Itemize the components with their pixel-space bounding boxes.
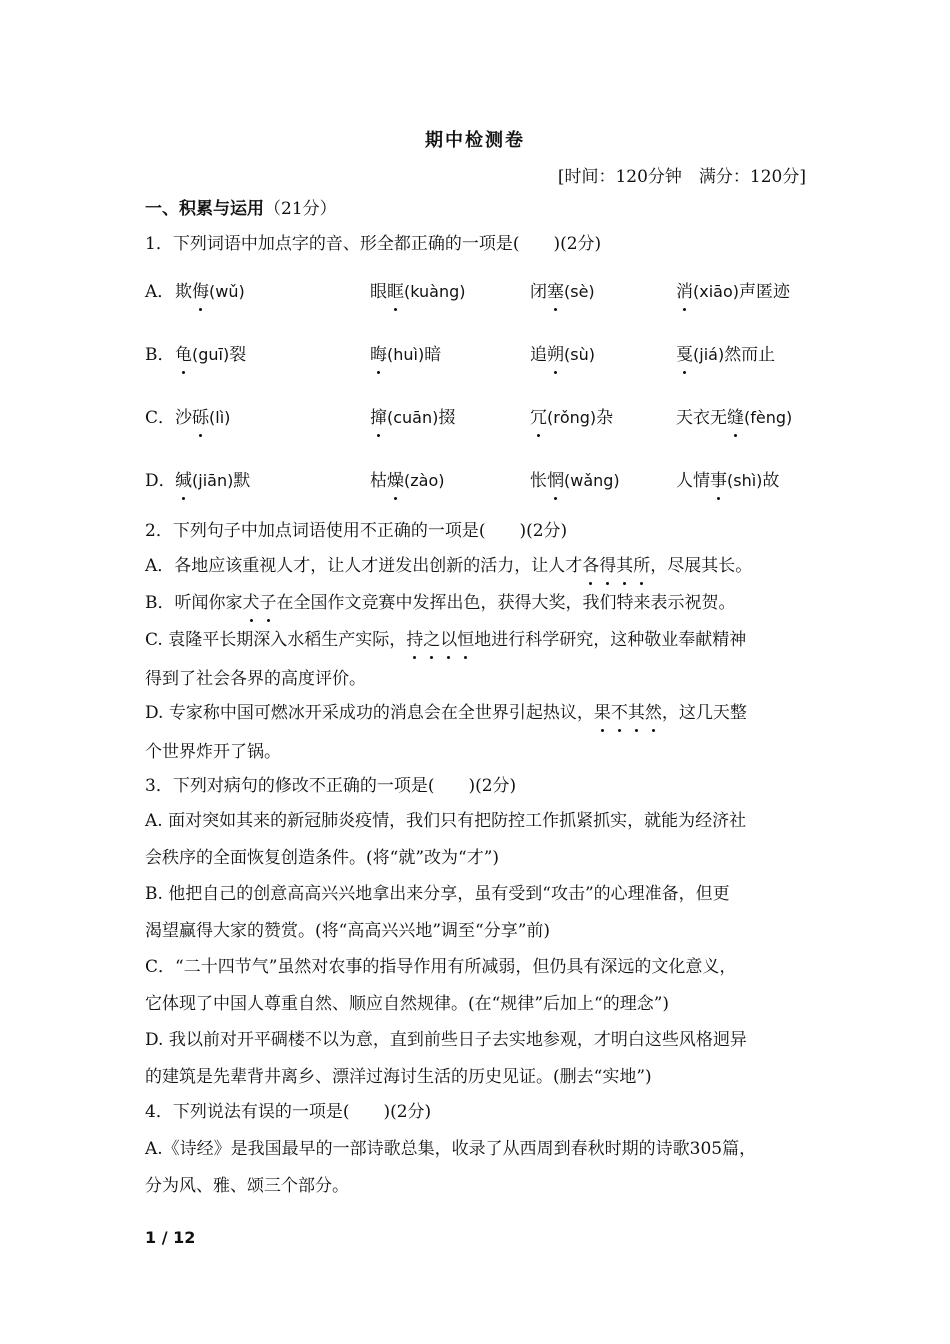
- emphasis-char: 然: [644, 703, 662, 723]
- question-2-option-d: [145, 701, 810, 725]
- option-word: [370, 343, 441, 367]
- word-text: 暗: [424, 345, 442, 365]
- emphasis-char: 龟: [175, 345, 192, 365]
- option-letter: D．: [145, 471, 176, 491]
- emphasis-char: 眶: [387, 282, 404, 302]
- option-word: [370, 469, 444, 493]
- sentence-text: ，这几天整: [661, 703, 747, 723]
- question-4-line: A.《诗经》是我国最早的一部诗歌总集，收录了从西周到春秋时期的诗歌305篇，: [145, 1139, 757, 1159]
- sentence-text: A．各地应该重视人才，让人才迸发出创新的活力，让人才: [145, 556, 583, 576]
- pinyin: (jiá): [693, 345, 725, 364]
- emphasis-char: 缝: [727, 408, 744, 428]
- pinyin: (sù): [564, 345, 595, 364]
- emphasis-char: 持: [406, 630, 424, 650]
- pinyin: (lì): [209, 408, 231, 427]
- word-text: 故: [762, 471, 780, 491]
- emphasis-char: 果: [593, 703, 611, 723]
- option-word: [370, 406, 455, 430]
- emphasis-char: 冗: [530, 408, 547, 428]
- option-word: [676, 406, 792, 430]
- word-text: 欺: [175, 282, 192, 302]
- page-title: 期中检测卷: [425, 130, 525, 151]
- emphasis-char: 戛: [676, 345, 693, 365]
- sentence-text: B．听闻你家: [145, 593, 243, 613]
- emphasis-char: 以: [440, 630, 458, 650]
- emphasis-char: 之: [423, 630, 441, 650]
- option-word: [175, 469, 250, 493]
- pinyin: (shì): [727, 471, 763, 490]
- emphasis-char: 其: [616, 556, 634, 576]
- emphasis-char: 恒: [457, 630, 475, 650]
- pinyin: (guī): [192, 345, 230, 364]
- question-2-option-c: [145, 628, 810, 652]
- question-2-option-a: [145, 554, 810, 578]
- emphasis-char: 犬: [242, 593, 260, 613]
- word-text: 杂: [596, 408, 614, 428]
- option-word: [370, 280, 466, 304]
- option-word: [175, 406, 230, 430]
- question-3-stem: 3．下列对病句的修改不正确的一项是( )(2分): [145, 776, 517, 796]
- word-text: 声匿迹: [739, 282, 790, 302]
- pinyin: (fèng): [744, 408, 793, 427]
- sentence-text: 在全国作文竞赛中发挥出色，获得大奖，我们特来表示祝贺。: [276, 593, 736, 613]
- word-text: 沙: [175, 408, 192, 428]
- emphasis-char: 其: [627, 703, 645, 723]
- question-3-line: 会秩序的全面恢复创造条件。(将“就”改为“才”): [145, 848, 500, 868]
- question-3-line: 它体现了中国人尊重自然、顺应自然规律。(在“规律”后加上“的理念”): [145, 994, 670, 1014]
- question-3-line: C．“二十四节气”虽然对农事的指导作用有所减弱，但仍具有深远的文化意义，: [145, 957, 737, 977]
- word-text: 天衣无: [676, 408, 727, 428]
- page-number: 1 / 12: [145, 1228, 196, 1247]
- pinyin: (kuàng): [404, 282, 466, 301]
- word-text: 枯: [370, 471, 387, 491]
- question-3-line: 的建筑是先辈背井离乡、漂洋过海讨生活的历史见证。(删去“实地”): [145, 1067, 652, 1087]
- option-word: [530, 280, 595, 304]
- pinyin: (cuān): [387, 408, 439, 427]
- option-letter: C．: [145, 408, 176, 428]
- option-word: [530, 406, 613, 430]
- pinyin: (xiāo): [693, 282, 739, 301]
- question-4-stem: 4．下列说法有误的一项是( )(2分): [145, 1102, 432, 1122]
- option-word: [676, 280, 790, 304]
- option-word: [530, 469, 620, 493]
- word-text: 怅: [530, 471, 547, 491]
- sentence-text: ，尽展其长。: [650, 556, 753, 576]
- emphasis-char: 所: [633, 556, 651, 576]
- option-word: [530, 343, 595, 367]
- word-text: 闭: [530, 282, 547, 302]
- option-letter: B．: [145, 345, 175, 365]
- word-text: 裂: [229, 345, 247, 365]
- emphasis-char: 侮: [192, 282, 209, 302]
- pinyin: (wǔ): [209, 282, 245, 301]
- emphasis-char: 各: [582, 556, 600, 576]
- emphasis-char: 撺: [370, 408, 387, 428]
- sentence-text: 地进行科学研究，这种敬业奉献精神: [474, 630, 747, 650]
- emphasis-char: 缄: [175, 471, 192, 491]
- option-letter: A．: [145, 282, 175, 302]
- question-2-stem: 2．下列句子中加点词语使用不正确的一项是( )(2分): [145, 521, 568, 541]
- emphasis-char: 晦: [370, 345, 387, 365]
- option-word: [175, 280, 245, 304]
- word-text: 人情: [676, 471, 710, 491]
- word-text: 掇: [438, 408, 456, 428]
- pinyin: (huì): [387, 345, 425, 364]
- emphasis-char: 朔: [547, 345, 564, 365]
- question-3-line: B. 他把自己的创意高高兴兴地拿出来分享，虽有受到“攻击”的心理准备，但更: [145, 884, 730, 904]
- word-text: 眼: [370, 282, 387, 302]
- emphasis-char: 得: [599, 556, 617, 576]
- word-text: 默: [233, 471, 251, 491]
- word-text: 追: [530, 345, 547, 365]
- option-word: [676, 343, 775, 367]
- option-word: [676, 469, 779, 493]
- emphasis-char: 子: [259, 593, 277, 613]
- section-heading: [145, 197, 810, 221]
- emphasis-char: 不: [610, 703, 628, 723]
- question-1-stem: 1．下列词语中加点字的音、形全都正确的一项是( )(2分): [145, 234, 602, 254]
- exam-meta: [时间：120分钟 满分：120分]: [557, 167, 806, 187]
- pinyin: (zào): [404, 471, 445, 490]
- question-3-line: D. 我以前对开平碉楼不以为意，直到前些日子去实地参观，才明白这些风格迥异: [145, 1030, 747, 1050]
- question-3-line: A. 面对突如其来的新冠肺炎疫情，我们只有把防控工作抓紧抓实，就能为经济社: [145, 811, 747, 831]
- emphasis-char: 惘: [547, 471, 564, 491]
- emphasis-char: 事: [710, 471, 727, 491]
- question-2-option-d-cont: 个世界炸开了锅。: [145, 742, 281, 762]
- section-score: （21分）: [264, 199, 337, 219]
- pinyin: (sè): [564, 282, 595, 301]
- question-3-line: 渴望赢得大家的赞赏。(将“高高兴兴地”调至“分享”前): [145, 921, 551, 941]
- emphasis-char: 砾: [192, 408, 209, 428]
- emphasis-char: 消: [676, 282, 693, 302]
- option-word: [175, 343, 246, 367]
- question-2-option-c-cont: 得到了社会各界的高度评价。: [145, 669, 366, 689]
- section-label: 一、积累与运用: [145, 199, 264, 219]
- pinyin: (rǒng): [547, 408, 597, 427]
- pinyin: (wǎng): [564, 471, 620, 490]
- question-4-line: 分为风、雅、颂三个部分。: [145, 1176, 349, 1196]
- emphasis-char: 塞: [547, 282, 564, 302]
- pinyin: (jiān): [192, 471, 234, 490]
- word-text: 然而止: [724, 345, 776, 365]
- question-2-option-b: [145, 591, 810, 615]
- sentence-text: C. 袁隆平长期深入水稻生产实际，: [145, 630, 407, 650]
- sentence-text: D. 专家称中国可燃冰开采成功的消息会在全世界引起热议，: [145, 703, 594, 723]
- emphasis-char: 燥: [387, 471, 404, 491]
